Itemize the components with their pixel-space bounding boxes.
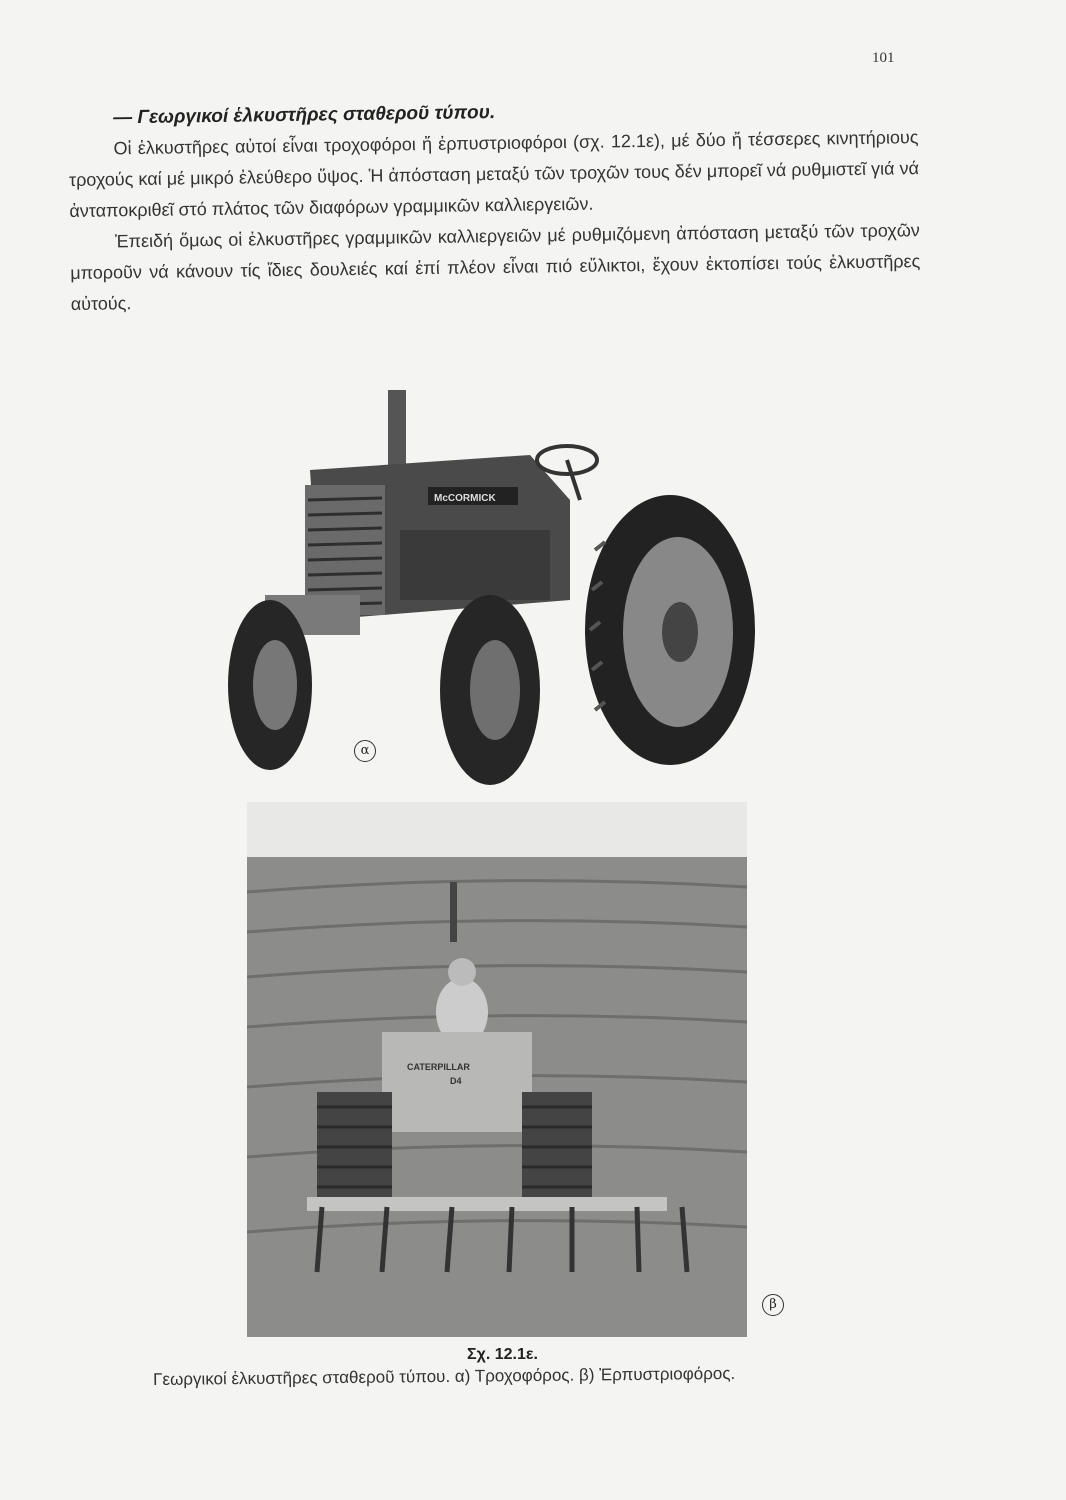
crawler-model-text: D4	[450, 1076, 462, 1086]
figure-caption-title: Σχ. 12.1ε.	[467, 1346, 538, 1363]
wheeled-tractor-illustration	[200, 370, 760, 790]
page-number: 101	[872, 50, 895, 66]
photo-crawler-tractor	[247, 802, 747, 1337]
figure-marker-a: α	[354, 740, 376, 762]
paragraph-2: Ἐπειδή ὅμως οἱ ἑλκυστῆρες γραμμικῶν καλλιεργειῶν μέ ρυθμιζόμενη ἀπόσταση μεταξύ τῶν τροχῶν μποροῦν νά κάνουν τίς ἴδιες δουλειές καί ἐπί πλέον εἶναι πιό εὔλικτοι, ἔχουν ἐκτοπίσει τούς ἑλκυστῆρες αὐτούς.	[70, 220, 921, 314]
engine	[400, 530, 550, 600]
crawler-brand-text: CATERPILLAR	[407, 1062, 470, 1072]
exhaust-pipe	[388, 390, 406, 470]
figure-marker-b: β	[762, 1294, 784, 1316]
paragraph-1: Οἱ ἑλκυστῆρες αὐτοί εἶναι τροχοφόροι ἤ ἐρπυστριοφόροι (σχ. 12.1ε), μέ δύο ἤ τέσσερες κινητήριους τροχούς καί μέ μικρό ἐλεύθερο ὕψος. Ἡ ἀπόσταση μεταξύ τῶν τροχῶν τους δέν μπορεῖ νά ρυθμιστεῖ γιά νά ἀνταποκριθεῖ στό πλάτος τῶν διαφόρων γραμμικῶν καλλιεργειῶν.	[68, 127, 920, 221]
figure-caption-text: Γεωργικοί ἑλκυστῆρες σταθεροῦ τύπου. α) Τροχοφόρος. β) Ἐρπυστριοφόρος.	[153, 1363, 736, 1389]
section-heading: — Γεωργικοί ἑλκυστῆρες σταθεροῦ τύπου.	[112, 102, 496, 129]
sky	[247, 802, 747, 862]
brand-text: McCORMICK	[434, 493, 496, 504]
photo-wheeled-tractor	[200, 370, 760, 790]
body-text	[68, 96, 921, 320]
crawler-tractor-illustration	[247, 802, 747, 1337]
cultivator-bar	[307, 1197, 667, 1211]
